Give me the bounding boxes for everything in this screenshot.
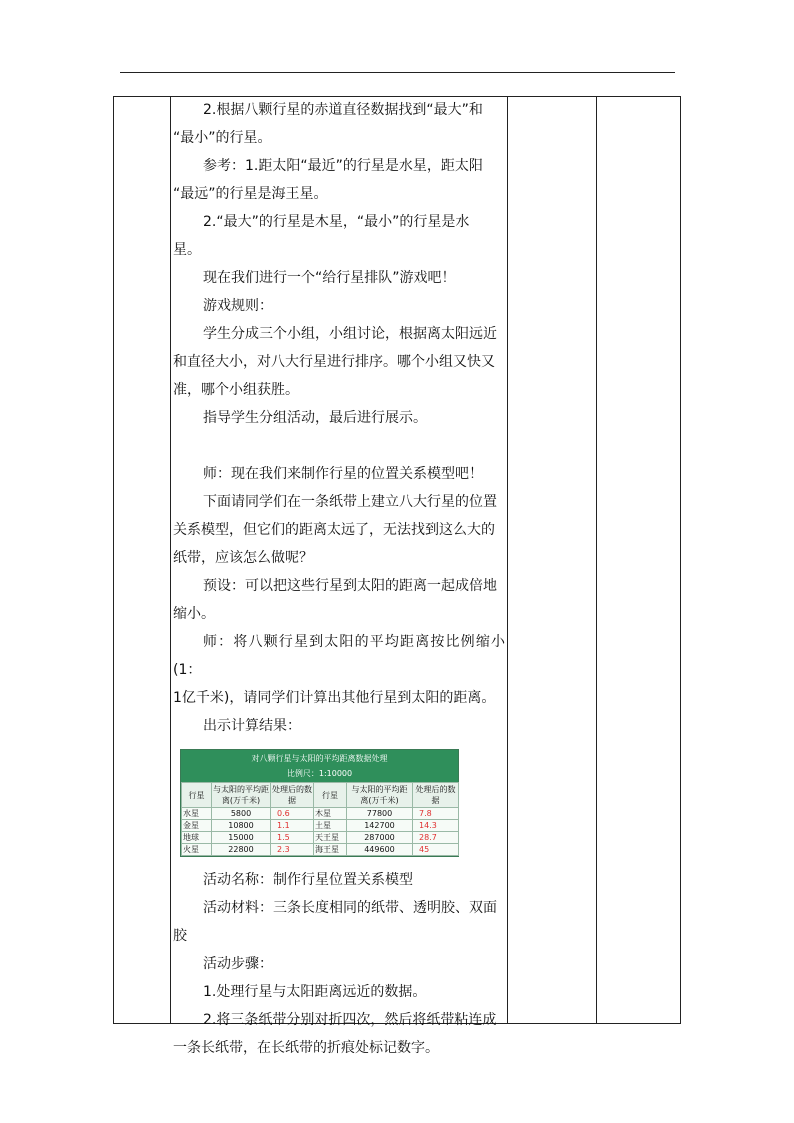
table-cell: 天王星 [314, 832, 347, 844]
paragraph-line: 胶 [173, 928, 187, 944]
table-cell: 142700 [347, 820, 413, 832]
table-cell: 15000 [212, 832, 271, 844]
column-divider [596, 97, 597, 1023]
teaching-text-bottom [173, 866, 505, 1062]
table-cell: 14.3 [413, 820, 459, 832]
table-row [182, 808, 459, 820]
paragraph-line: 纸带，应该怎么做呢？ [173, 550, 313, 566]
table-row [182, 844, 459, 856]
paragraph-line: 出示计算结果： [203, 718, 301, 734]
table-cell: 5800 [212, 808, 271, 820]
distance-data-table [181, 782, 459, 856]
table-header-cell: 与太阳的平均距离(万千米) [347, 783, 413, 808]
table-cell: 77800 [347, 808, 413, 820]
table-header-cell: 与太阳的平均距离(万千米) [212, 783, 271, 808]
table-cell: 22800 [212, 844, 271, 856]
paragraph-line: 1亿千米)，请同学们计算出其他行星到太阳的距离。 [173, 690, 496, 706]
teaching-text-top [173, 96, 505, 740]
table-header-cell: 行星 [314, 783, 347, 808]
paragraph-line: 2.“最大”的行星是木星，“最小”的行星是水 [203, 214, 470, 230]
table-cell: 28.7 [413, 832, 459, 844]
paragraph-line: 缩小。 [173, 606, 215, 622]
table-header-cell: 处理后的数据 [271, 783, 314, 808]
paragraph-line: 准，哪个小组获胜。 [173, 382, 299, 398]
column-divider [507, 97, 508, 1023]
table-header-cell: 处理后的数据 [413, 783, 459, 808]
table-cell: 木星 [314, 808, 347, 820]
paragraph-line: 活动步骤： [203, 956, 273, 972]
table-cell: 1.5 [271, 832, 314, 844]
paragraph-line: 2.将三条纸带分别对折四次，然后将纸带粘连成 [203, 1012, 497, 1028]
paragraph-line: 预设：可以把这些行星到太阳的距离一起成倍地 [203, 578, 497, 594]
column-divider [170, 97, 171, 1023]
blank-line [173, 432, 505, 460]
table-cell: 水星 [182, 808, 212, 820]
paragraph-line: 星。 [173, 242, 201, 258]
table-row [182, 820, 459, 832]
table-cell: 7.8 [413, 808, 459, 820]
data-table-title: 对八颗行星与太阳的平均距离数据处理 [251, 754, 388, 763]
table-cell: 287000 [347, 832, 413, 844]
table-cell: 10800 [212, 820, 271, 832]
paragraph-line: 活动材料：三条长度相同的纸带、透明胶、双面 [203, 900, 497, 916]
teaching-process-cell [173, 96, 505, 1062]
paragraph-line: 2.根据八颗行星的赤道直径数据找到“最大”和 [203, 102, 483, 118]
data-table-scale: 比例尺：1:10000 [286, 769, 353, 778]
data-table-header [181, 750, 458, 782]
distance-data-table-figure [180, 749, 459, 857]
table-cell: 金星 [182, 820, 212, 832]
paragraph-line: 活动名称：制作行星位置关系模型 [203, 872, 413, 888]
paragraph-line: 和直径大小，对八大行星进行排序。哪个小组又快又 [173, 354, 495, 370]
paragraph-line: 一条长纸带，在长纸带的折痕处标记数字。 [173, 1040, 439, 1056]
table-cell: 地球 [182, 832, 212, 844]
table-cell: 2.3 [271, 844, 314, 856]
paragraph-line: 游戏规则： [203, 298, 273, 314]
paragraph-line: 指导学生分组活动，最后进行展示。 [203, 410, 427, 426]
table-cell: 449600 [347, 844, 413, 856]
paragraph-line: 1.处理行星与太阳距离远近的数据。 [203, 984, 427, 1000]
table-cell: 1.1 [271, 820, 314, 832]
table-cell: 土星 [314, 820, 347, 832]
paragraph-line: 师：将八颗行星到太阳的平均距离按比例缩小(1： [173, 634, 505, 678]
table-cell: 火星 [182, 844, 212, 856]
paragraph-line: 参考：1.距太阳“最近”的行星是水星，距太阳 [203, 158, 483, 174]
paragraph-line: 师：现在我们来制作行星的位置关系模型吧！ [203, 466, 483, 482]
paragraph-line: 关系模型，但它们的距离太远了，无法找到这么大的 [173, 522, 495, 538]
table-cell: 0.6 [271, 808, 314, 820]
paragraph-line: 现在我们进行一个“给行星排队”游戏吧！ [203, 270, 456, 286]
paragraph-line: 学生分成三个小组，小组讨论，根据离太阳远近 [203, 326, 497, 342]
table-cell: 海王星 [314, 844, 347, 856]
header-rule [120, 72, 675, 73]
table-header-cell: 行星 [182, 783, 212, 808]
paragraph-line: “最小”的行星。 [173, 130, 272, 146]
table-row [182, 832, 459, 844]
table-cell: 45 [413, 844, 459, 856]
paragraph-line: “最远”的行星是海王星。 [173, 186, 328, 202]
paragraph-line: 下面请同学们在一条纸带上建立八大行星的位置 [203, 494, 497, 510]
